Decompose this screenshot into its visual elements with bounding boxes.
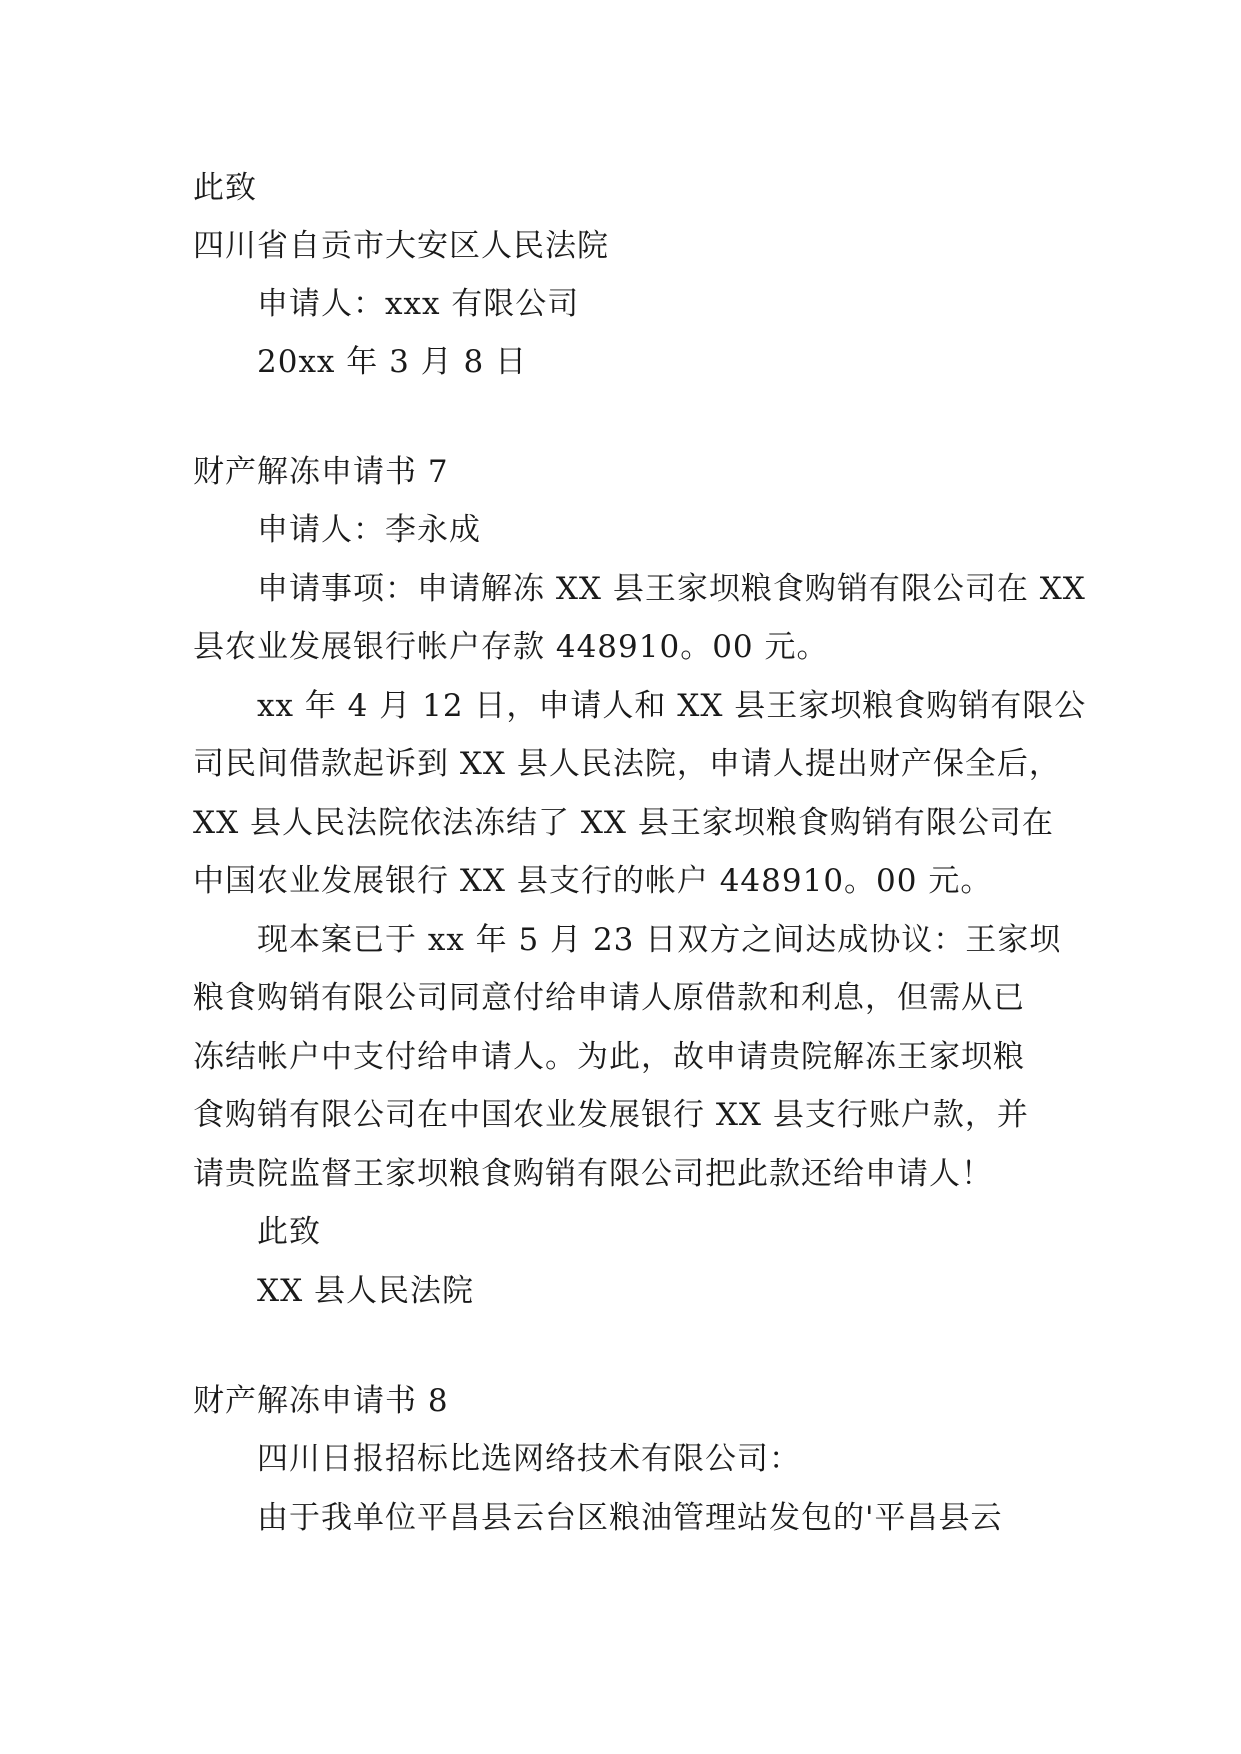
paragraph-line: 请贵院监督王家坝粮食购销有限公司把此款还给申请人！ <box>193 1156 993 1192</box>
court-name: 四川省自贡市大安区人民法院 <box>193 228 609 264</box>
section-title-7: 财产解冻申请书 7 <box>193 454 449 490</box>
addressee-line: 四川日报招标比选网络技术有限公司： <box>257 1441 801 1477</box>
paragraph-line: 中国农业发展银行 XX 县支行的帐户 448910。00 元。 <box>193 863 993 899</box>
paragraph-line: 司民间借款起诉到 XX 县人民法院，申请人提出财产保全后， <box>193 746 1061 782</box>
applicant-line: 申请人：xxx 有限公司 <box>257 286 580 322</box>
section-title-8: 财产解冻申请书 8 <box>193 1383 449 1419</box>
paragraph-line: 由于我单位平昌县云台区粮油管理站发包的'平昌县云 <box>257 1500 1003 1536</box>
paragraph-line: 县农业发展银行帐户存款 448910。00 元。 <box>193 629 829 665</box>
paragraph-line: 现本案已于 xx 年 5 月 23 日双方之间达成协议：王家坝 <box>257 922 1062 958</box>
paragraph-line: 食购销有限公司在中国农业发展银行 XX 县支行账户款，并 <box>193 1097 1029 1133</box>
paragraph-line: 粮食购销有限公司同意付给申请人原借款和利息，但需从已 <box>193 980 1025 1016</box>
paragraph-line: 申请事项：申请解冻 XX 县王家坝粮食购销有限公司在 XX <box>257 571 1086 607</box>
applicant-name-line: 申请人：李永成 <box>257 512 481 548</box>
paragraph-line: XX 县人民法院依法冻结了 XX 县王家坝粮食购销有限公司在 <box>193 805 1054 841</box>
closing-salutation: 此致 <box>193 170 257 206</box>
paragraph-line: 冻结帐户中支付给申请人。为此，故申请贵院解冻王家坝粮 <box>193 1039 1025 1075</box>
court-name: XX 县人民法院 <box>257 1273 474 1309</box>
closing-salutation: 此致 <box>257 1214 321 1250</box>
paragraph-line: xx 年 4 月 12 日，申请人和 XX 县王家坝粮食购销有限公 <box>257 688 1087 724</box>
date-line: 20xx 年 3 月 8 日 <box>257 344 528 380</box>
